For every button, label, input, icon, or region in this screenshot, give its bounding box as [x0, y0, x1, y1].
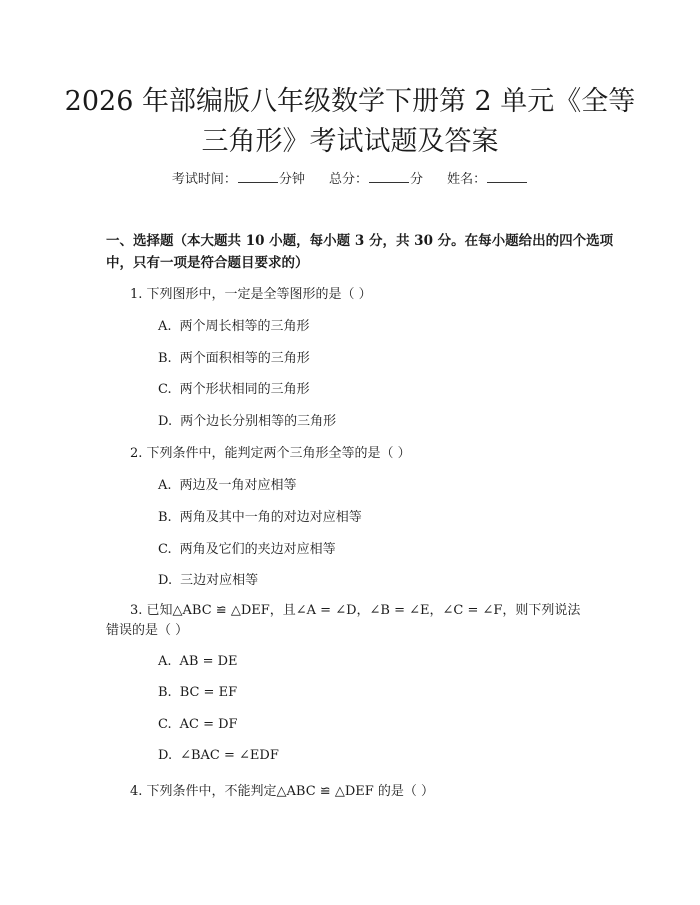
- option-letter: C.: [158, 717, 172, 732]
- section-heading: 一、选择题（本大题共 10 小题，每小题 3 分，共 30 分。在每小题给出的四个选项中，只有一项是符合题目要求的）: [106, 233, 614, 271]
- student-name-blank: [487, 170, 527, 183]
- total-score-label: 总分：: [328, 172, 368, 187]
- option-text: 两个面积相等的三角形: [179, 351, 310, 366]
- question-3-option-c: [158, 717, 238, 732]
- question-1-option-c: [158, 378, 310, 397]
- question-3: 3. 已知△ABC ≌ △DEF，且∠A = ∠D，∠B = ∠E，∠C = ∠F，则下列说法错误的是（ ）: [106, 603, 581, 638]
- exam-time-blank: [238, 170, 278, 183]
- option-letter: A.: [158, 319, 172, 334]
- exam-info-line: [0, 168, 700, 187]
- question-3-option-b: [158, 685, 237, 700]
- option-text: 两个边长分别相等的三角形: [180, 414, 337, 429]
- option-text: 两角及其中一角的对边对应相等: [179, 510, 362, 525]
- option-text: AC = DF: [179, 717, 238, 732]
- total-score-field: [329, 172, 427, 187]
- question-2-option-b: [158, 506, 362, 525]
- option-text: AB = DE: [179, 654, 238, 669]
- question-3-option-a: [158, 654, 238, 669]
- option-text: 两个周长相等的三角形: [179, 319, 310, 334]
- option-letter: B.: [158, 351, 172, 366]
- option-letter: A.: [158, 654, 172, 669]
- option-text: 两角及它们的夹边对应相等: [179, 542, 336, 557]
- option-letter: C.: [158, 382, 172, 397]
- question-3-option-d: [158, 748, 279, 763]
- option-letter: A.: [158, 478, 172, 493]
- question-2-option-c: [158, 538, 336, 557]
- option-letter: B.: [158, 510, 172, 525]
- question-1: 1. 下列图形中，一定是全等图形的是（ ）: [130, 287, 372, 302]
- option-letter: D.: [158, 573, 173, 588]
- question-4: 4. 下列条件中，不能判定△ABC ≌ △DEF 的是（ ）: [130, 784, 435, 799]
- total-score-unit: 分: [410, 172, 424, 187]
- option-text: 两个形状相同的三角形: [179, 382, 310, 397]
- page-title: 2026 年部编版八年级数学下册第 2 单元《全等三角形》考试试题及答案: [64, 86, 636, 157]
- question-1-option-b: [158, 347, 310, 366]
- question-2: 2. 下列条件中，能判定两个三角形全等的是（ ）: [130, 446, 411, 461]
- option-letter: D.: [158, 414, 173, 429]
- option-letter: D.: [158, 748, 173, 763]
- student-name-field: [447, 172, 528, 187]
- question-1-option-d: [158, 410, 336, 429]
- exam-time-label: 考试时间：: [171, 172, 237, 187]
- option-text: ∠BAC = ∠EDF: [180, 748, 279, 763]
- total-score-blank: [369, 170, 409, 183]
- question-2-option-d: [158, 569, 258, 588]
- student-name-label: 姓名：: [447, 172, 487, 187]
- exam-time-unit: 分钟: [278, 172, 305, 187]
- option-letter: C.: [158, 542, 172, 557]
- exam-time-field: [172, 172, 309, 187]
- question-1-option-a: [158, 315, 310, 334]
- option-text: 三边对应相等: [180, 573, 259, 588]
- option-letter: B.: [158, 685, 172, 700]
- question-2-option-a: [158, 474, 297, 493]
- option-text: 两边及一角对应相等: [179, 478, 297, 493]
- option-text: BC = EF: [179, 685, 238, 700]
